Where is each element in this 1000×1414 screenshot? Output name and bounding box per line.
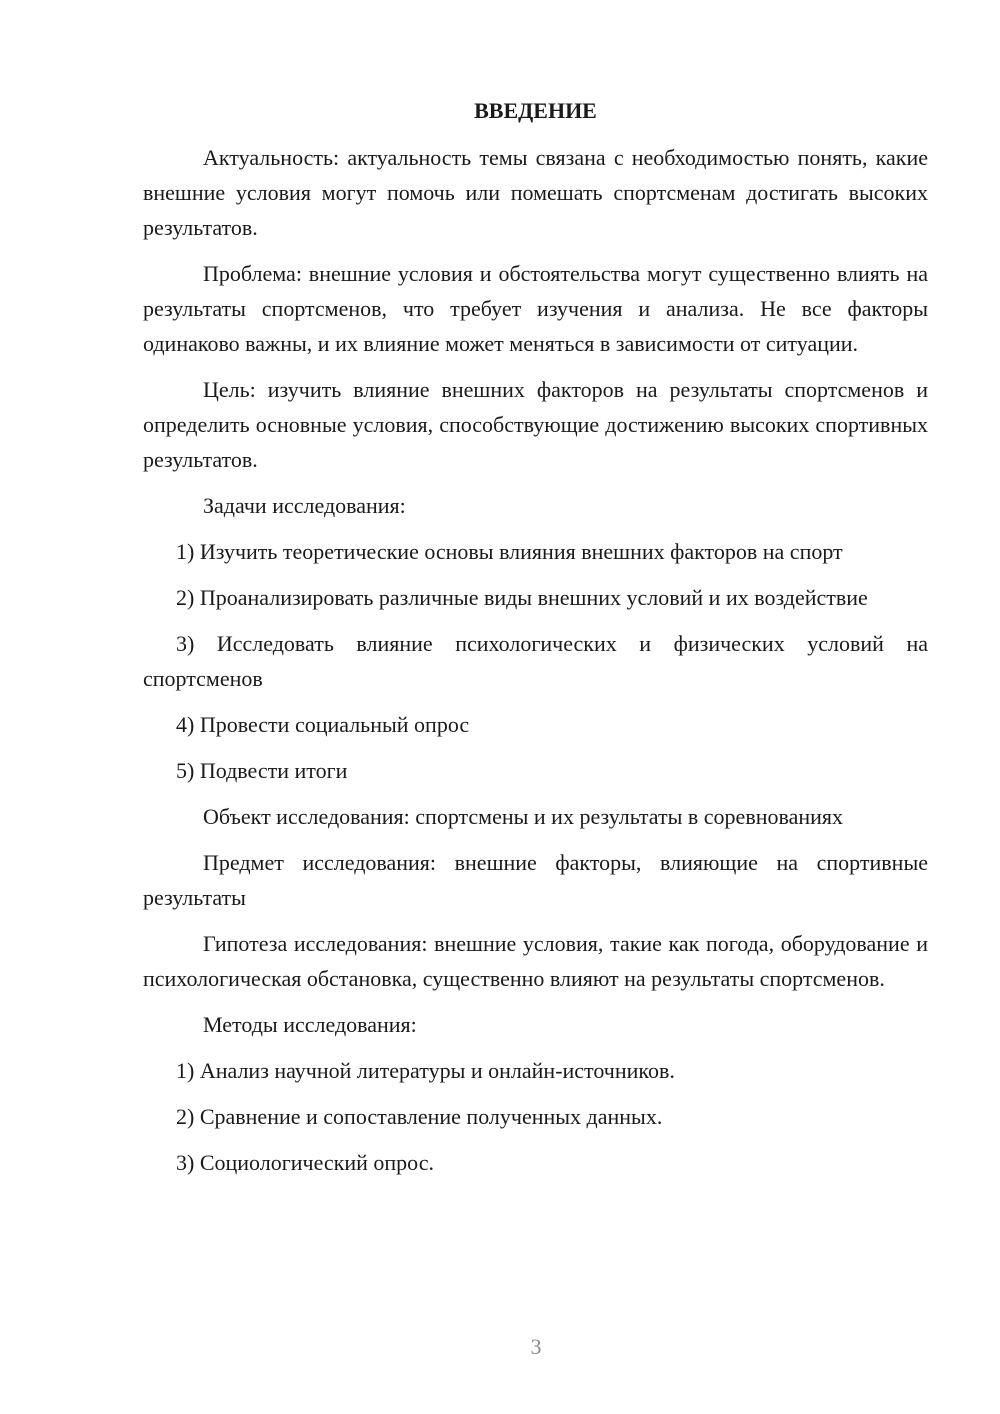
task-item-1: 1) Изучить теоретические основы влияния внешних факторов на спорт [176,539,843,564]
task-item-2: 2) Проанализировать различные виды внешних условий и их воздействие [176,585,868,610]
task-item-3: 3) Исследовать влияние психологических и физических условий на спортсменов [143,631,928,691]
paragraph-subject: Предмет исследования: внешние факторы, влияющие на спортивные результаты [143,850,928,910]
paragraph-hypothesis: Гипотеза исследования: внешние условия, такие как погода, оборудование и психологическая обстановка, существенно влияют на результаты спортсменов. [143,931,928,991]
paragraph-relevance: Актуальность: актуальность темы связана с необходимостью понять, какие внешние условия могут помочь или помешать спортсменам достигать высоких результатов. [143,145,928,240]
method-item-2: 2) Сравнение и сопоставление полученных данных. [176,1104,663,1129]
tasks-heading: Задачи исследования: [203,493,406,518]
method-item-1: 1) Анализ научной литературы и онлайн-источников. [176,1058,675,1083]
task-item-4: 4) Провести социальный опрос [176,712,470,737]
paragraph-object: Объект исследования: спортсмены и их результаты в соревнованиях [203,804,844,829]
task-item-5: 5) Подвести итоги [176,758,348,783]
page-content [143,93,928,1191]
paragraph-problem: Проблема: внешние условия и обстоятельства могут существенно влиять на результаты спортсменов, что требует изучения и анализа. Не все факторы одинаково важны, и их влияние может меняться в зависимости от ситуации. [143,261,928,356]
section-title: ВВЕДЕНИЕ [474,98,597,123]
methods-heading: Методы исследования: [203,1012,417,1037]
method-item-3: 3) Социологический опрос. [176,1150,434,1175]
paragraph-goal: Цель: изучить влияние внешних факторов на результаты спортсменов и определить основные условия, способствующие достижению высоких спортивных результатов. [143,377,928,472]
page-number: 3 [530,1334,542,1359]
